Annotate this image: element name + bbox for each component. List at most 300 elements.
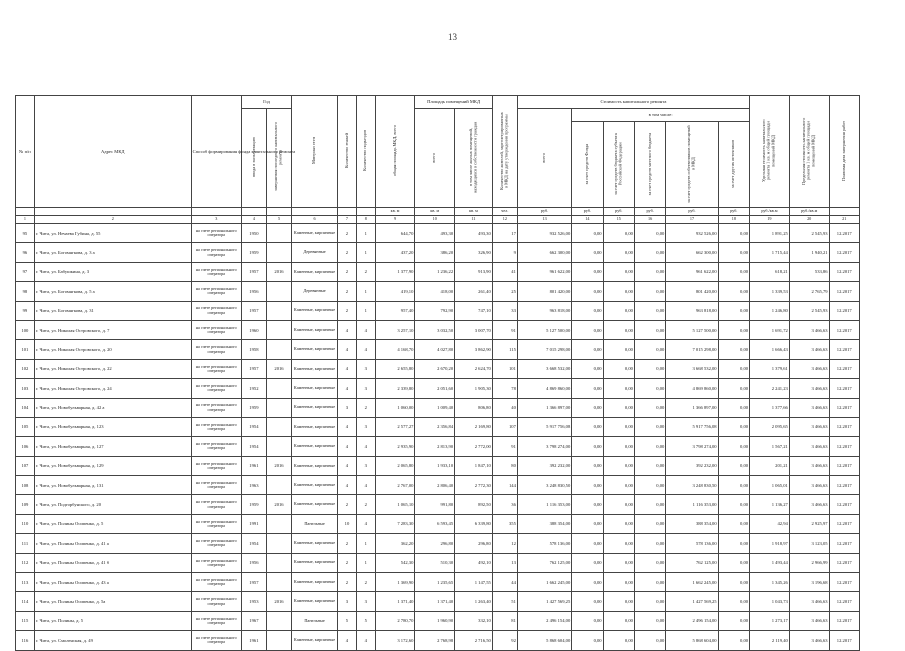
cost-owners-cell: 388 354,00 (666, 514, 718, 533)
address-cell: г. Чита, ул. Полины, д. 5 (34, 611, 191, 630)
max-cost-cell: 2 545,93 (789, 301, 829, 320)
max-cost-cell: 3 466,63 (789, 611, 829, 630)
unit-cost-cell: 2 095,65 (750, 417, 790, 436)
fund-method-cell: на счете регионального оператора (191, 417, 241, 436)
header-cost-owners: за счет средств собственников помещений в МКД (666, 122, 718, 208)
area-private-cell: 913,90 (455, 262, 493, 281)
year-built-cell: 1960 (241, 320, 266, 339)
year-repair-cell (266, 379, 291, 398)
floors-cell: 4 (338, 340, 357, 359)
wall-material-cell: Деревянные (292, 282, 338, 301)
cost-local-cell: 0,00 (634, 437, 665, 456)
table-row (16, 592, 860, 611)
residents-cell: 41 (492, 262, 517, 281)
year-built-cell: 1957 (241, 301, 266, 320)
header-wall-material: Материал стен (292, 96, 338, 208)
total-area-cell: 2 767,00 (375, 476, 415, 495)
cost-other-cell: 0,00 (718, 417, 749, 436)
row-number: 95 (16, 224, 35, 243)
header-max-cost: Предельная стоимость капитального ремонта 1 кв. м общей площади помещений МКД (789, 96, 829, 208)
residents-cell: 115 (492, 340, 517, 359)
cost-owners-cell: 3 668 532,00 (666, 359, 718, 378)
cost-other-cell: 0,00 (718, 262, 749, 281)
unit-cell (338, 208, 357, 216)
address-cell: г. Чита, ул. Новобульварная, д. 131 (34, 476, 191, 495)
unit-cell (191, 208, 241, 216)
year-built-cell: 1957 (241, 573, 266, 592)
wall-material-cell: Каменные, кирпичные (292, 320, 338, 339)
max-cost-cell: 3 466,63 (789, 398, 829, 417)
area-private-cell: 1 263,40 (455, 592, 493, 611)
total-area-cell: 1 060,00 (375, 398, 415, 417)
total-area-cell: 1 369,90 (375, 573, 415, 592)
unit-cell: руб. (634, 208, 665, 216)
cost-owners-cell: 392 232,00 (666, 456, 718, 475)
total-area-cell: 2 780,70 (375, 611, 415, 630)
entrances-cell: 2 (356, 495, 375, 514)
row-number: 114 (16, 592, 35, 611)
cost-other-cell: 0,00 (718, 476, 749, 495)
unit-cost-cell: 1 379,61 (750, 359, 790, 378)
area-total-cell: 1 960,90 (415, 611, 455, 630)
address-cell: г. Чита, ул. Бабушкина, д. 3 (34, 262, 191, 281)
entrances-cell: 2 (356, 573, 375, 592)
residents-cell: 40 (492, 398, 517, 417)
fund-method-cell: на счете регионального оператора (191, 476, 241, 495)
header-year-group: Год (241, 96, 291, 109)
unit-cell (356, 208, 375, 216)
wall-material-cell: Панельные (292, 611, 338, 630)
column-number-cell: 15 (603, 216, 634, 224)
unit-cost-cell: 1 345,26 (750, 573, 790, 592)
planned-date-cell: 12.2017 (829, 243, 859, 262)
entrances-cell: 4 (356, 340, 375, 359)
planned-date-cell: 12.2017 (829, 553, 859, 572)
header-cost-regional: за счет средств бюджета субъекта Российской Федерации (603, 122, 634, 208)
year-repair-cell (266, 437, 291, 456)
cost-local-cell: 0,00 (634, 573, 665, 592)
area-private-cell: 1 847,10 (455, 456, 493, 475)
cost-total-cell: 578 136,00 (517, 534, 571, 553)
residents-cell: 36 (492, 495, 517, 514)
unit-cell (16, 208, 35, 216)
area-private-cell: 1 905,30 (455, 379, 493, 398)
fund-method-cell: на счете регионального оператора (191, 611, 241, 630)
total-area-cell: 2 935,90 (375, 437, 415, 456)
max-cost-cell: 3 466,63 (789, 592, 829, 611)
total-area-cell: 2 339,80 (375, 379, 415, 398)
max-cost-cell: 3 466,63 (789, 456, 829, 475)
area-total-cell: 386,20 (415, 243, 455, 262)
residents-cell: 13 (492, 553, 517, 572)
cost-regional-cell: 0,00 (603, 631, 634, 650)
area-private-cell: 2 772,00 (455, 437, 493, 456)
area-private-cell: 747,10 (455, 301, 493, 320)
residents-cell: 81 (492, 611, 517, 630)
cost-total-cell: 762 125,00 (517, 553, 571, 572)
cost-owners-cell: 963 818,00 (666, 301, 718, 320)
header-floors: Количество этажей (338, 96, 357, 208)
wall-material-cell: Каменные, кирпичные (292, 398, 338, 417)
wall-material-cell: Каменные, кирпичные (292, 456, 338, 475)
entrances-cell: 3 (356, 359, 375, 378)
row-number: 98 (16, 282, 35, 301)
planned-date-cell: 12.2017 (829, 611, 859, 630)
cost-regional-cell: 0,00 (603, 243, 634, 262)
year-repair-cell: 2016 (266, 262, 291, 281)
table-row (16, 514, 860, 533)
cost-other-cell: 0,00 (718, 224, 749, 243)
row-number: 113 (16, 573, 35, 592)
area-total-cell: 1 235,65 (415, 573, 455, 592)
column-number-row (16, 216, 860, 224)
planned-date-cell: 12.2017 (829, 573, 859, 592)
area-total-cell: 3 032,50 (415, 320, 455, 339)
row-number: 99 (16, 301, 35, 320)
area-total-cell: 1 933,10 (415, 456, 455, 475)
planned-date-cell: 12.2017 (829, 224, 859, 243)
year-repair-cell (266, 243, 291, 262)
year-repair-cell (266, 611, 291, 630)
cost-federal-cell: 0,00 (572, 301, 603, 320)
header-year-last-repair: завершения последнего капитального ремонта (266, 109, 291, 208)
cost-total-cell: 801 420,00 (517, 282, 571, 301)
residents-cell: 91 (492, 320, 517, 339)
fund-method-cell: на счете регионального оператора (191, 456, 241, 475)
cost-other-cell: 0,00 (718, 379, 749, 398)
fund-method-cell: на счете регионального оператора (191, 224, 241, 243)
column-number-cell: 7 (338, 216, 357, 224)
residents-cell: 33 (492, 301, 517, 320)
header-residents: Количество жителей, зарегистрированных в МКД на дату утверждения программы (492, 96, 517, 208)
fund-method-cell: на счете регионального оператора (191, 534, 241, 553)
row-number: 105 (16, 417, 35, 436)
cost-total-cell: 3 248 830,50 (517, 476, 571, 495)
cost-regional-cell: 0,00 (603, 301, 634, 320)
wall-material-cell: Каменные, кирпичные (292, 534, 338, 553)
residents-cell: 9 (492, 243, 517, 262)
table-row (16, 456, 860, 475)
header-year-built: ввода в эксплуатацию (241, 109, 266, 208)
unit-cost-cell: 618,21 (750, 262, 790, 281)
cost-federal-cell: 0,00 (572, 611, 603, 630)
total-area-cell: 2 655,80 (375, 359, 415, 378)
fund-method-cell: на счете регионального оператора (191, 573, 241, 592)
address-cell: г. Чита, ул. Подгорбунского, д. 20 (34, 495, 191, 514)
entrances-cell: 5 (356, 611, 375, 630)
year-repair-cell (266, 417, 291, 436)
wall-material-cell: Каменные, кирпичные (292, 476, 338, 495)
total-area-cell: 7 283,30 (375, 514, 415, 533)
cost-local-cell: 0,00 (634, 340, 665, 359)
column-number-cell: 16 (634, 216, 665, 224)
address-cell: г. Чита, ул. Полины Осипенко, д. 43 а (34, 573, 191, 592)
address-cell: г. Чита, ул. Нечаева Губина, д. 55 (34, 224, 191, 243)
table-row (16, 301, 860, 320)
cost-federal-cell: 0,00 (572, 282, 603, 301)
row-number: 115 (16, 611, 35, 630)
cost-other-cell: 0,00 (718, 514, 749, 533)
address-cell: г. Чита, ул. Полины Осипенко, д. 41 б (34, 553, 191, 572)
max-cost-cell: 3 466,63 (789, 340, 829, 359)
area-private-cell: 493,30 (455, 224, 493, 243)
table-row (16, 611, 860, 630)
row-number: 96 (16, 243, 35, 262)
area-total-cell: 510,30 (415, 553, 455, 572)
cost-total-cell: 1 662 245,00 (517, 573, 571, 592)
cost-total-cell: 662 300,00 (517, 243, 571, 262)
address-cell: г. Чита, ул. Богомягкова, д. 31 (34, 301, 191, 320)
cost-owners-cell: 932 526,00 (666, 224, 718, 243)
cost-total-cell: 2 496 154,00 (517, 611, 571, 630)
cost-regional-cell: 0,00 (603, 359, 634, 378)
max-cost-cell: 2 925,97 (789, 514, 829, 533)
cost-regional-cell: 0,00 (603, 514, 634, 533)
entrances-cell: 3 (356, 456, 375, 475)
address-cell: г. Чита, ул. Полины Осипенко, д. 41 а (34, 534, 191, 553)
unit-cost-cell: 1 377,66 (750, 398, 790, 417)
floors-cell: 2 (338, 224, 357, 243)
cost-local-cell: 0,00 (634, 534, 665, 553)
cost-owners-cell: 2 496 154,00 (666, 611, 718, 630)
cost-local-cell: 0,00 (634, 495, 665, 514)
area-private-cell: 3 007,70 (455, 320, 493, 339)
max-cost-cell: 3 466,63 (789, 417, 829, 436)
max-cost-cell: 2 966,99 (789, 553, 829, 572)
cost-regional-cell: 0,00 (603, 611, 634, 630)
area-private-cell: 492,10 (455, 553, 493, 572)
residents-cell: 101 (492, 359, 517, 378)
year-repair-cell (266, 553, 291, 572)
total-area-cell: 2 577,27 (375, 417, 415, 436)
header-planned-date: Плановая дата завершения работ (829, 96, 859, 208)
cost-federal-cell: 0,00 (572, 534, 603, 553)
floors-cell: 2 (338, 282, 357, 301)
fund-method-cell: на счете регионального оператора (191, 243, 241, 262)
cost-owners-cell: 1 662 245,00 (666, 573, 718, 592)
area-private-cell: 806,80 (455, 398, 493, 417)
cost-owners-cell: 801 420,00 (666, 282, 718, 301)
row-number: 109 (16, 495, 35, 514)
residents-cell: 80 (492, 456, 517, 475)
address-cell: г. Чита, ул. Новобульварная, д. 123 (34, 417, 191, 436)
cost-local-cell: 0,00 (634, 301, 665, 320)
fund-method-cell: на счете регионального оператора (191, 379, 241, 398)
year-built-cell: 1967 (241, 611, 266, 630)
table-row (16, 437, 860, 456)
cost-total-cell: 7 015 298,00 (517, 340, 571, 359)
area-total-cell: 418,00 (415, 282, 455, 301)
floors-cell: 4 (338, 359, 357, 378)
cost-local-cell: 0,00 (634, 476, 665, 495)
table-row (16, 243, 860, 262)
total-area-cell: 644,70 (375, 224, 415, 243)
entrances-cell: 4 (356, 320, 375, 339)
year-repair-cell: 2016 (266, 456, 291, 475)
year-built-cell: 1957 (241, 359, 266, 378)
table-row (16, 224, 860, 243)
planned-date-cell: 12.2017 (829, 437, 859, 456)
max-cost-cell: 3 466,63 (789, 320, 829, 339)
floors-cell: 3 (338, 592, 357, 611)
area-total-cell: 493,30 (415, 224, 455, 243)
unit-cell: руб. (603, 208, 634, 216)
floors-cell: 2 (338, 553, 357, 572)
area-private-cell: 2 624,70 (455, 359, 493, 378)
table-row (16, 476, 860, 495)
unit-cell: руб. (517, 208, 571, 216)
planned-date-cell: 12.2017 (829, 417, 859, 436)
planned-date-cell: 12.2017 (829, 495, 859, 514)
cost-other-cell: 0,00 (718, 320, 749, 339)
wall-material-cell: Каменные, кирпичные (292, 301, 338, 320)
cost-regional-cell: 0,00 (603, 398, 634, 417)
floors-cell: 2 (338, 495, 357, 514)
area-private-cell: 1 147,55 (455, 573, 493, 592)
table-row (16, 282, 860, 301)
header-row-1 (16, 96, 860, 109)
unit-cell: кв. м (375, 208, 415, 216)
row-number: 112 (16, 553, 35, 572)
cost-local-cell: 0,00 (634, 514, 665, 533)
total-area-cell: 419,10 (375, 282, 415, 301)
cost-regional-cell: 0,00 (603, 437, 634, 456)
planned-date-cell: 12.2017 (829, 379, 859, 398)
cost-local-cell: 0,00 (634, 456, 665, 475)
floors-cell: 4 (338, 476, 357, 495)
area-total-cell: 1 236,22 (415, 262, 455, 281)
cost-other-cell: 0,00 (718, 398, 749, 417)
unit-cost-cell: 1 043,73 (750, 592, 790, 611)
planned-date-cell: 12.2017 (829, 340, 859, 359)
cost-total-cell: 1 427 569,25 (517, 592, 571, 611)
unit-cell: чел. (492, 208, 517, 216)
entrances-cell: 3 (356, 379, 375, 398)
area-private-cell: 2 716,50 (455, 631, 493, 650)
floors-cell: 2 (338, 301, 357, 320)
year-built-cell: 1961 (241, 456, 266, 475)
area-private-cell: 2 169,80 (455, 417, 493, 436)
year-built-cell: 1957 (241, 262, 266, 281)
unit-cell: руб./кв.м (750, 208, 790, 216)
unit-cell (266, 208, 291, 216)
area-total-cell: 296,80 (415, 534, 455, 553)
address-cell: г. Чита, ул. Богомягкова, д. 3 а (34, 243, 191, 262)
year-repair-cell (266, 301, 291, 320)
fund-method-cell: на счете регионального оператора (191, 301, 241, 320)
cost-owners-cell: 5 868 604,00 (666, 631, 718, 650)
cost-federal-cell: 0,00 (572, 495, 603, 514)
floors-cell: 2 (338, 573, 357, 592)
cost-federal-cell: 0,00 (572, 573, 603, 592)
wall-material-cell: Каменные, кирпичные (292, 224, 338, 243)
fund-method-cell: на счете регионального оператора (191, 340, 241, 359)
residents-cell: 44 (492, 573, 517, 592)
area-total-cell: 2 051,60 (415, 379, 455, 398)
floors-cell: 2 (338, 534, 357, 553)
address-cell: г. Чита, ул. Николая Островского, д. 24 (34, 379, 191, 398)
cost-local-cell: 0,00 (634, 282, 665, 301)
planned-date-cell: 12.2017 (829, 631, 859, 650)
column-number-cell: 21 (829, 216, 859, 224)
table-row (16, 340, 860, 359)
cost-other-cell: 0,00 (718, 243, 749, 262)
total-area-cell: 957,40 (375, 301, 415, 320)
table-row (16, 320, 860, 339)
max-cost-cell: 3 196,68 (789, 573, 829, 592)
column-number-cell: 17 (666, 216, 718, 224)
residents-cell: 51 (492, 592, 517, 611)
year-repair-cell (266, 534, 291, 553)
fund-method-cell: на счете регионального оператора (191, 282, 241, 301)
unit-cell (241, 208, 266, 216)
entrances-cell: 1 (356, 282, 375, 301)
column-number-cell: 4 (241, 216, 266, 224)
area-total-cell: 1 009,40 (415, 398, 455, 417)
column-number-cell: 6 (292, 216, 338, 224)
unit-cost-cell: 1 065,01 (750, 476, 790, 495)
cost-owners-cell: 7 015 298,00 (666, 340, 718, 359)
year-built-cell: 1950 (241, 224, 266, 243)
cost-other-cell: 0,00 (718, 282, 749, 301)
max-cost-cell: 3 123,05 (789, 534, 829, 553)
row-number: 111 (16, 534, 35, 553)
unit-cost-cell: 42,94 (750, 514, 790, 533)
cost-total-cell: 1 116 353,00 (517, 495, 571, 514)
cost-owners-cell: 578 136,00 (666, 534, 718, 553)
entrances-cell: 4 (356, 631, 375, 650)
cost-federal-cell: 0,00 (572, 437, 603, 456)
entrances-cell: 1 (356, 301, 375, 320)
table-row (16, 398, 860, 417)
floors-cell: 3 (338, 398, 357, 417)
header-unit-cost: Удельная стоимость капитального ремонта 1 кв. м общей площади помещений МКД (750, 96, 790, 208)
year-built-cell: 1991 (241, 514, 266, 533)
table-row (16, 379, 860, 398)
row-number: 97 (16, 262, 35, 281)
cost-other-cell: 0,00 (718, 437, 749, 456)
year-built-cell: 1963 (241, 476, 266, 495)
header-cost-total: всего (517, 109, 571, 208)
cost-owners-cell: 1 366 897,00 (666, 398, 718, 417)
wall-material-cell: Каменные, кирпичные (292, 437, 338, 456)
year-repair-cell (266, 340, 291, 359)
cost-owners-cell: 961 622,00 (666, 262, 718, 281)
planned-date-cell: 12.2017 (829, 398, 859, 417)
residents-cell: 355 (492, 514, 517, 533)
wall-material-cell: Каменные, кирпичные (292, 262, 338, 281)
area-private-cell: 2 772,30 (455, 476, 493, 495)
row-number: 104 (16, 398, 35, 417)
cost-other-cell: 0,00 (718, 553, 749, 572)
total-area-cell: 4 168,70 (375, 340, 415, 359)
column-number-cell: 13 (517, 216, 571, 224)
table-row (16, 417, 860, 436)
fund-method-cell: на счете регионального оператора (191, 553, 241, 572)
max-cost-cell: 2 765,79 (789, 282, 829, 301)
max-cost-cell: 533,86 (789, 262, 829, 281)
header-cost-group: Стоимость капитального ремонта (517, 96, 749, 109)
cost-regional-cell: 0,00 (603, 320, 634, 339)
header-address: Адрес МКД (34, 96, 191, 208)
cost-total-cell: 5 868 604,00 (517, 631, 571, 650)
year-repair-cell (266, 514, 291, 533)
cost-local-cell: 0,00 (634, 359, 665, 378)
area-private-cell: 6 339,80 (455, 514, 493, 533)
unit-cell: кв. м (455, 208, 493, 216)
column-number-cell: 10 (415, 216, 455, 224)
unit-cell: руб. (666, 208, 718, 216)
